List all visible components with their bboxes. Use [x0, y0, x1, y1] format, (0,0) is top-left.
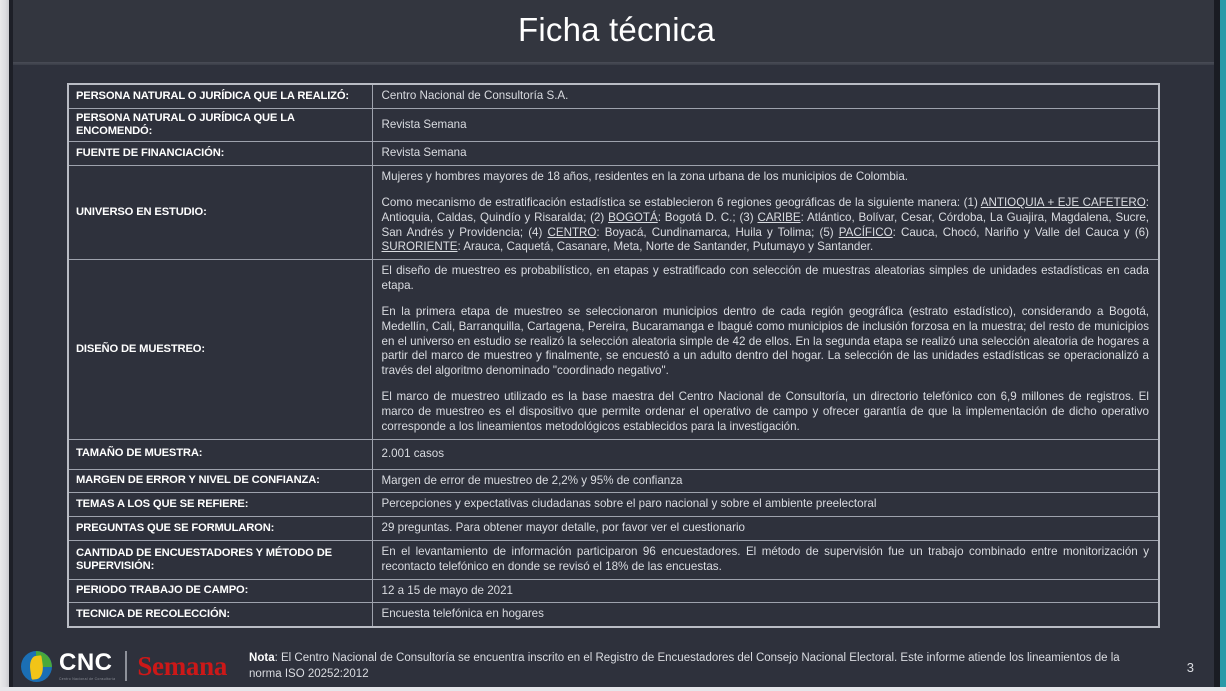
row-value: Centro Nacional de Consultoría S.A. — [372, 84, 1159, 108]
universe-regions-text: Como mecanismo de estratificación estadística se establecieron 6 regiones geográficas de la siguiente manera: (1) ANTIOQUIA + EJE CAFETERO: Antioquia, Caldas, Quindío y Risaralda; (2) BOGOTÁ: Bogotá D. C.; (3) CARIBE: Atlántico, Bolívar, Cesar, Córdoba, La Guajira, Magdalena, Sucre, San Andrés y Providencia; (4) CENTRO: Boyacá, Cundinamarca, Huila y Tolima; (5) PACÍFICO: Cauca, Chocó, Nariño y Valle del Cauca y (6) SURORIENTE: Arauca, Caquetá, Casanare, Meta, Norte de Santander, Putumayo y Santander. — [381, 195, 1149, 254]
cnc-logo-subtitle: Centro Nacional de Consultoría — [59, 677, 116, 681]
semana-logo-text: Semana — [137, 650, 228, 681]
row-value: Margen de error de muestreo de 2,2% y 95% de confianza — [372, 469, 1159, 493]
table-row — [68, 439, 1159, 469]
cnc-circle-logo-icon — [21, 651, 52, 682]
row-value — [372, 166, 1159, 260]
row-label: PERIODO TRABAJO DE CAMPO: — [68, 579, 372, 603]
row-label: TECNICA DE RECOLECCIÓN: — [68, 603, 372, 627]
left-edge-inner — [9, 0, 13, 691]
page-title: Ficha técnica — [517, 10, 716, 48]
row-value: 29 preguntas. Para obtener mayor detalle, por favor ver el cuestionario — [372, 517, 1159, 541]
row-label: FUENTE DE FINANCIACIÓN: — [68, 142, 372, 166]
row-label: PERSONA NATURAL O JURÍDICA QUE LA REALIZÓ: — [68, 84, 372, 108]
row-value-paragraph: En la primera etapa de muestreo se seleccionaron municipios dentro de cada región geográfica (estrato estadístico), considerando a Bogotá, Medellín, Cali, Barranquilla, Cartagena, Pereira, Bucaramanga e Ibagué como municipios de inclusión forzosa en la muestra; del resto de municipios en el universo en estudio se realizó la selección aleatoria simple de 42 de ellos. En la segunda etapa se realizó una selección aleatoria de hogares a partir del marco de muestreo y finalmente, se encuestó a un adulto dentro del hogar. La selección de las unidades estadísticas se operacionalizó a través del algoritmo denominado "coordinado negativo". — [381, 304, 1149, 378]
row-label: TEMAS A LOS QUE SE REFIERE: — [68, 493, 372, 517]
row-label: DISEÑO DE MUESTREO: — [68, 260, 372, 439]
footer-note — [249, 650, 1149, 683]
logo-group — [13, 651, 227, 682]
row-label: MARGEN DE ERROR Y NIVEL DE CONFIANZA: — [68, 469, 372, 493]
row-label: CANTIDAD DE ENCUESTADORES Y MÉTODO DE SUPERVISIÓN: — [68, 541, 372, 580]
row-value — [372, 260, 1159, 439]
page-number: 3 — [1186, 660, 1194, 675]
row-label: UNIVERSO EN ESTUDIO: — [68, 166, 372, 260]
slide-header — [13, 0, 1220, 62]
table-row — [68, 84, 1159, 108]
row-label: TAMAÑO DE MUESTRA: — [68, 439, 372, 469]
row-value-paragraph: Mujeres y hombres mayores de 18 años, residentes en la zona urbana de los municipios de Colombia. — [381, 170, 909, 184]
table-body — [68, 84, 1159, 627]
footer-note-text: : El Centro Nacional de Consultoría se encuentra inscrito en el Registro de Encuestadores del Consejo Nacional Electoral. Este informe atiende los lineamientos de la norma ISO 20252:2012 — [249, 651, 1120, 680]
table-row — [68, 517, 1159, 541]
row-value: En el levantamiento de información participaron 96 encuestadores. El método de supervisión fue un trabajo combinado entre monitorización y recontacto telefónico en donde se revisó el 18% de las encuestas. — [372, 541, 1159, 580]
row-value: 2.001 casos — [372, 439, 1159, 469]
cnc-wordmark — [59, 651, 115, 681]
row-value: Percepciones y expectativas ciudadanas sobre el paro nacional y sobre el ambiente preelectoral — [372, 493, 1159, 517]
row-label: PERSONA NATURAL O JURÍDICA QUE LA ENCOMENDÓ: — [68, 108, 372, 141]
row-value-paragraph: El marco de muestreo utilizado es la base maestra del Centro Nacional de Consultoría, un directorio telefónico con 6,9 millones de registros. El marco de muestreo es el dispositivo que permite ordenar el operativo de campo y ofrecer garantía de que la implementación de dicho operativo corresponde a los lineamientos metodológicos establecidos para la investigación. — [381, 390, 1149, 433]
table-row — [68, 493, 1159, 517]
table-row — [68, 166, 1159, 260]
row-value-paragraph: El diseño de muestreo es probabilístico, en etapas y estratificado con selección de muestras aleatorias simples de unidades estadísticas en cada etapa. — [381, 264, 1149, 293]
row-value-paragraph — [382, 196, 1150, 255]
table-row — [68, 260, 1159, 439]
slide-body — [13, 65, 1220, 645]
row-value: 12 a 15 de mayo de 2021 — [372, 579, 1159, 603]
table-row — [68, 579, 1159, 603]
left-edge-strip — [0, 0, 9, 691]
bottom-edge-strip — [0, 687, 1226, 691]
table-row — [68, 469, 1159, 493]
cnc-logo-text: CNC — [59, 649, 113, 676]
table-row — [68, 603, 1159, 627]
table-row — [68, 142, 1159, 166]
ficha-tecnica-table — [67, 83, 1160, 628]
row-label: PREGUNTAS QUE SE FORMULARON: — [68, 517, 372, 541]
row-value: Revista Semana — [372, 108, 1159, 141]
table-row — [68, 108, 1159, 141]
right-accent-strip — [1220, 0, 1226, 691]
right-edge-dark — [1214, 0, 1220, 691]
footer-note-label: Nota — [249, 651, 275, 664]
row-value: Encuesta telefónica en hogares — [372, 603, 1159, 627]
row-value: Revista Semana — [372, 142, 1159, 166]
slide-footer — [13, 645, 1220, 687]
logo-divider — [125, 651, 127, 681]
table-row — [68, 541, 1159, 580]
